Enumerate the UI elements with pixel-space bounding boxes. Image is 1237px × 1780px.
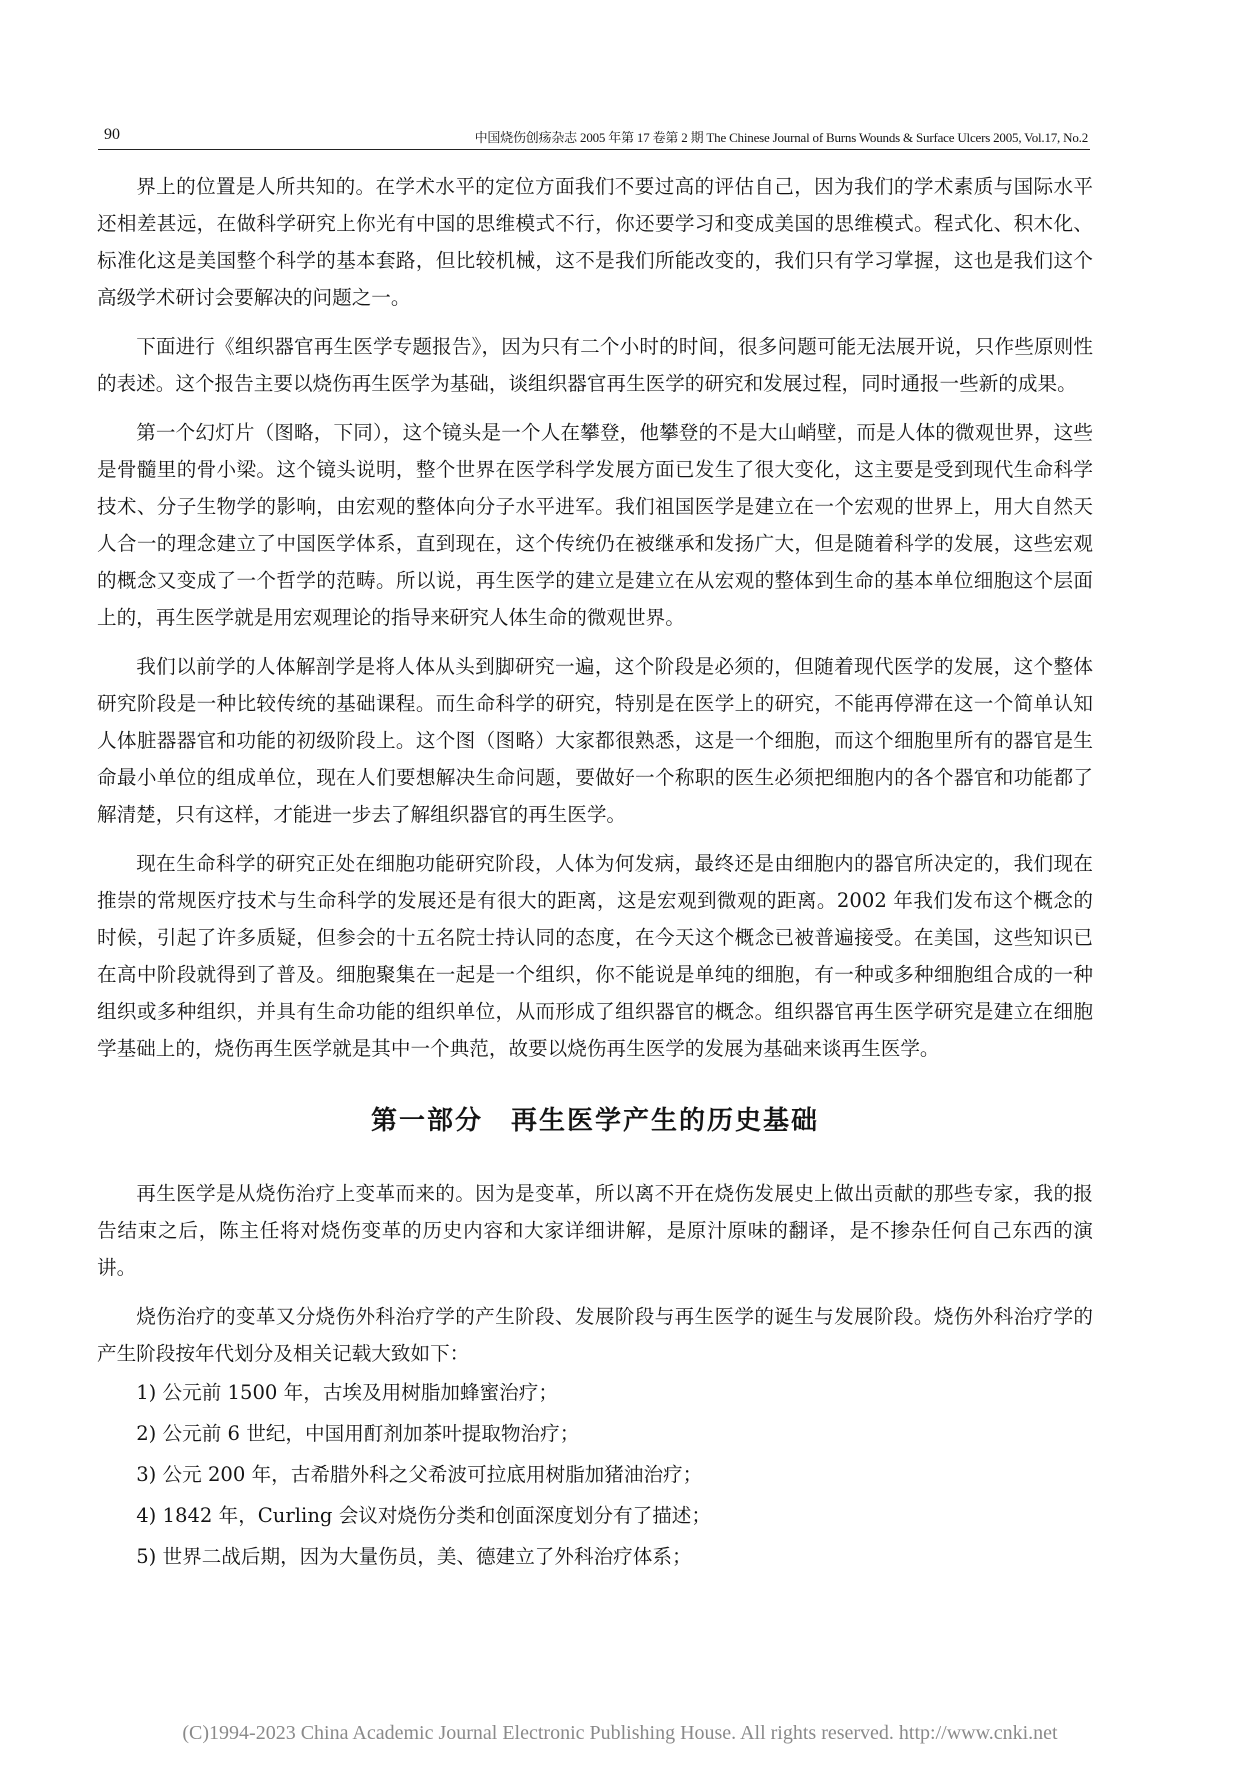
section-heading: 第一部分 再生医学产生的历史基础: [370, 1106, 819, 1136]
page-number: 90: [104, 126, 120, 143]
list-item: 1) 公元前 1500 年，古埃及用树脂加蜂蜜治疗；: [136, 1381, 558, 1404]
list-item: 5) 世界二战后期，因为大量伤员，美、德建立了外科治疗体系；: [136, 1545, 692, 1568]
paragraph: 现在生命科学的研究正处在细胞功能研究阶段，人体为何发病，最终还是由细胞内的器官所决定的，我们现在推崇的常规医疗技术与生命科学的发展还是有很大的距离，这是宏观到微观的距离。2002 年我们发布这个概念的时候，引起了许多质疑，但参会的十五名院士持认同的态度，在今天这个概念已被普遍接受。在美国，这些知识已在高中阶段就得到了普及。细胞聚集在一起是一个组织，你不能说是单纯的细胞，有一种或多种细胞组合成的一种组织或多种组织，并具有生命功能的组织单位，从而形成了组织器官的概念。组织器官再生医学研究是建立在细胞学基础上的，烧伤再生医学就是其中一个典范，故要以烧伤再生医学的发展为基础来谈再生医学。: [97, 852, 1093, 1060]
list-item: 4) 1842 年，Curling 会议对烧伤分类和创面深度划分有了描述；: [136, 1504, 711, 1527]
history-list: [97, 1374, 1093, 1575]
journal-citation: 中国烧伤创疡杂志 2005 年第 17 卷第 2 期 The Chinese Journal of Burns Wounds & Surface Ulcers 2005, Vol.17, No.2: [474, 130, 1088, 145]
paragraph: 第一个幻灯片（图略，下同），这个镜头是一个人在攀登，他攀登的不是大山峭壁，而是人体的微观世界，这些是骨髓里的骨小梁。这个镜头说明，整个世界在医学科学发展方面已发生了很大变化，这主要是受到现代生命科学技术、分子生物学的影响，由宏观的整体向分子水平进军。我们祖国医学是建立在一个宏观的世界上，用大自然天人合一的理念建立了中国医学体系，直到现在，这个传统仍在被继承和发扬广大，但是随着科学的发展，这些宏观的概念又变成了一个哲学的范畴。所以说，再生医学的建立是建立在从宏观的整体到生命的基本单位细胞这个层面上的，再生医学就是用宏观理论的指导来研究人体生命的微观世界。: [97, 421, 1093, 629]
paragraph: 界上的位置是人所共知的。在学术水平的定位方面我们不要过高的评估自己，因为我们的学术素质与国际水平还相差甚远，在做科学研究上你光有中国的思维模式不行，你还要学习和变成美国的思维模式。程式化、积木化、标准化这是美国整个科学的基本套路，但比较机械，这不是我们所能改变的，我们只有学习掌握，这也是我们这个高级学术研讨会要解决的问题之一。: [97, 175, 1093, 309]
article-body: [97, 168, 1093, 1579]
paragraph: 下面进行《组织器官再生医学专题报告》，因为只有二个小时的时间，很多问题可能无法展开说，只作些原则性的表述。这个报告主要以烧伤再生医学为基础，谈组织器官再生医学的研究和发展过程，同时通报一些新的成果。: [97, 335, 1093, 395]
paragraph: 我们以前学的人体解剖学是将人体从头到脚研究一遍，这个阶段是必须的，但随着现代医学的发展，这个整体研究阶段是一种比较传统的基础课程。而生命科学的研究，特别是在医学上的研究，不能再停滞在这一个简单认知人体脏器器官和功能的初级阶段上。这个图（图略）大家都很熟悉，这是一个细胞，而这个细胞里所有的器官是生命最小单位的组成单位，现在人们要想解决生命问题，要做好一个称职的医生必须把细胞内的各个器官和功能都了解清楚，只有这样，才能进一步去了解组织器官的再生医学。: [97, 655, 1093, 826]
list-item: 3) 公元 200 年，古希腊外科之父希波可拉底用树脂加猪油治疗；: [136, 1463, 703, 1486]
running-header: [98, 125, 1090, 150]
paragraph: 烧伤治疗的变革又分烧伤外科治疗学的产生阶段、发展阶段与再生医学的诞生与发展阶段。烧伤外科治疗学的产生阶段按年代划分及相关记载大致如下：: [97, 1305, 1093, 1365]
paragraph: 再生医学是从烧伤治疗上变革而来的。因为是变革，所以离不开在烧伤发展史上做出贡献的那些专家，我的报告结束之后，陈主任将对烧伤变革的历史内容和大家详细讲解，是原汁原味的翻译，是不掺杂任何自己东西的演讲。: [97, 1182, 1093, 1279]
list-item: 2) 公元前 6 世纪，中国用酊剂加茶叶提取物治疗；: [136, 1422, 580, 1445]
copyright-footer: (C)1994-2023 China Academic Journal Electronic Publishing House. All rights reserved. http://www.cnki.net: [182, 1722, 1058, 1744]
